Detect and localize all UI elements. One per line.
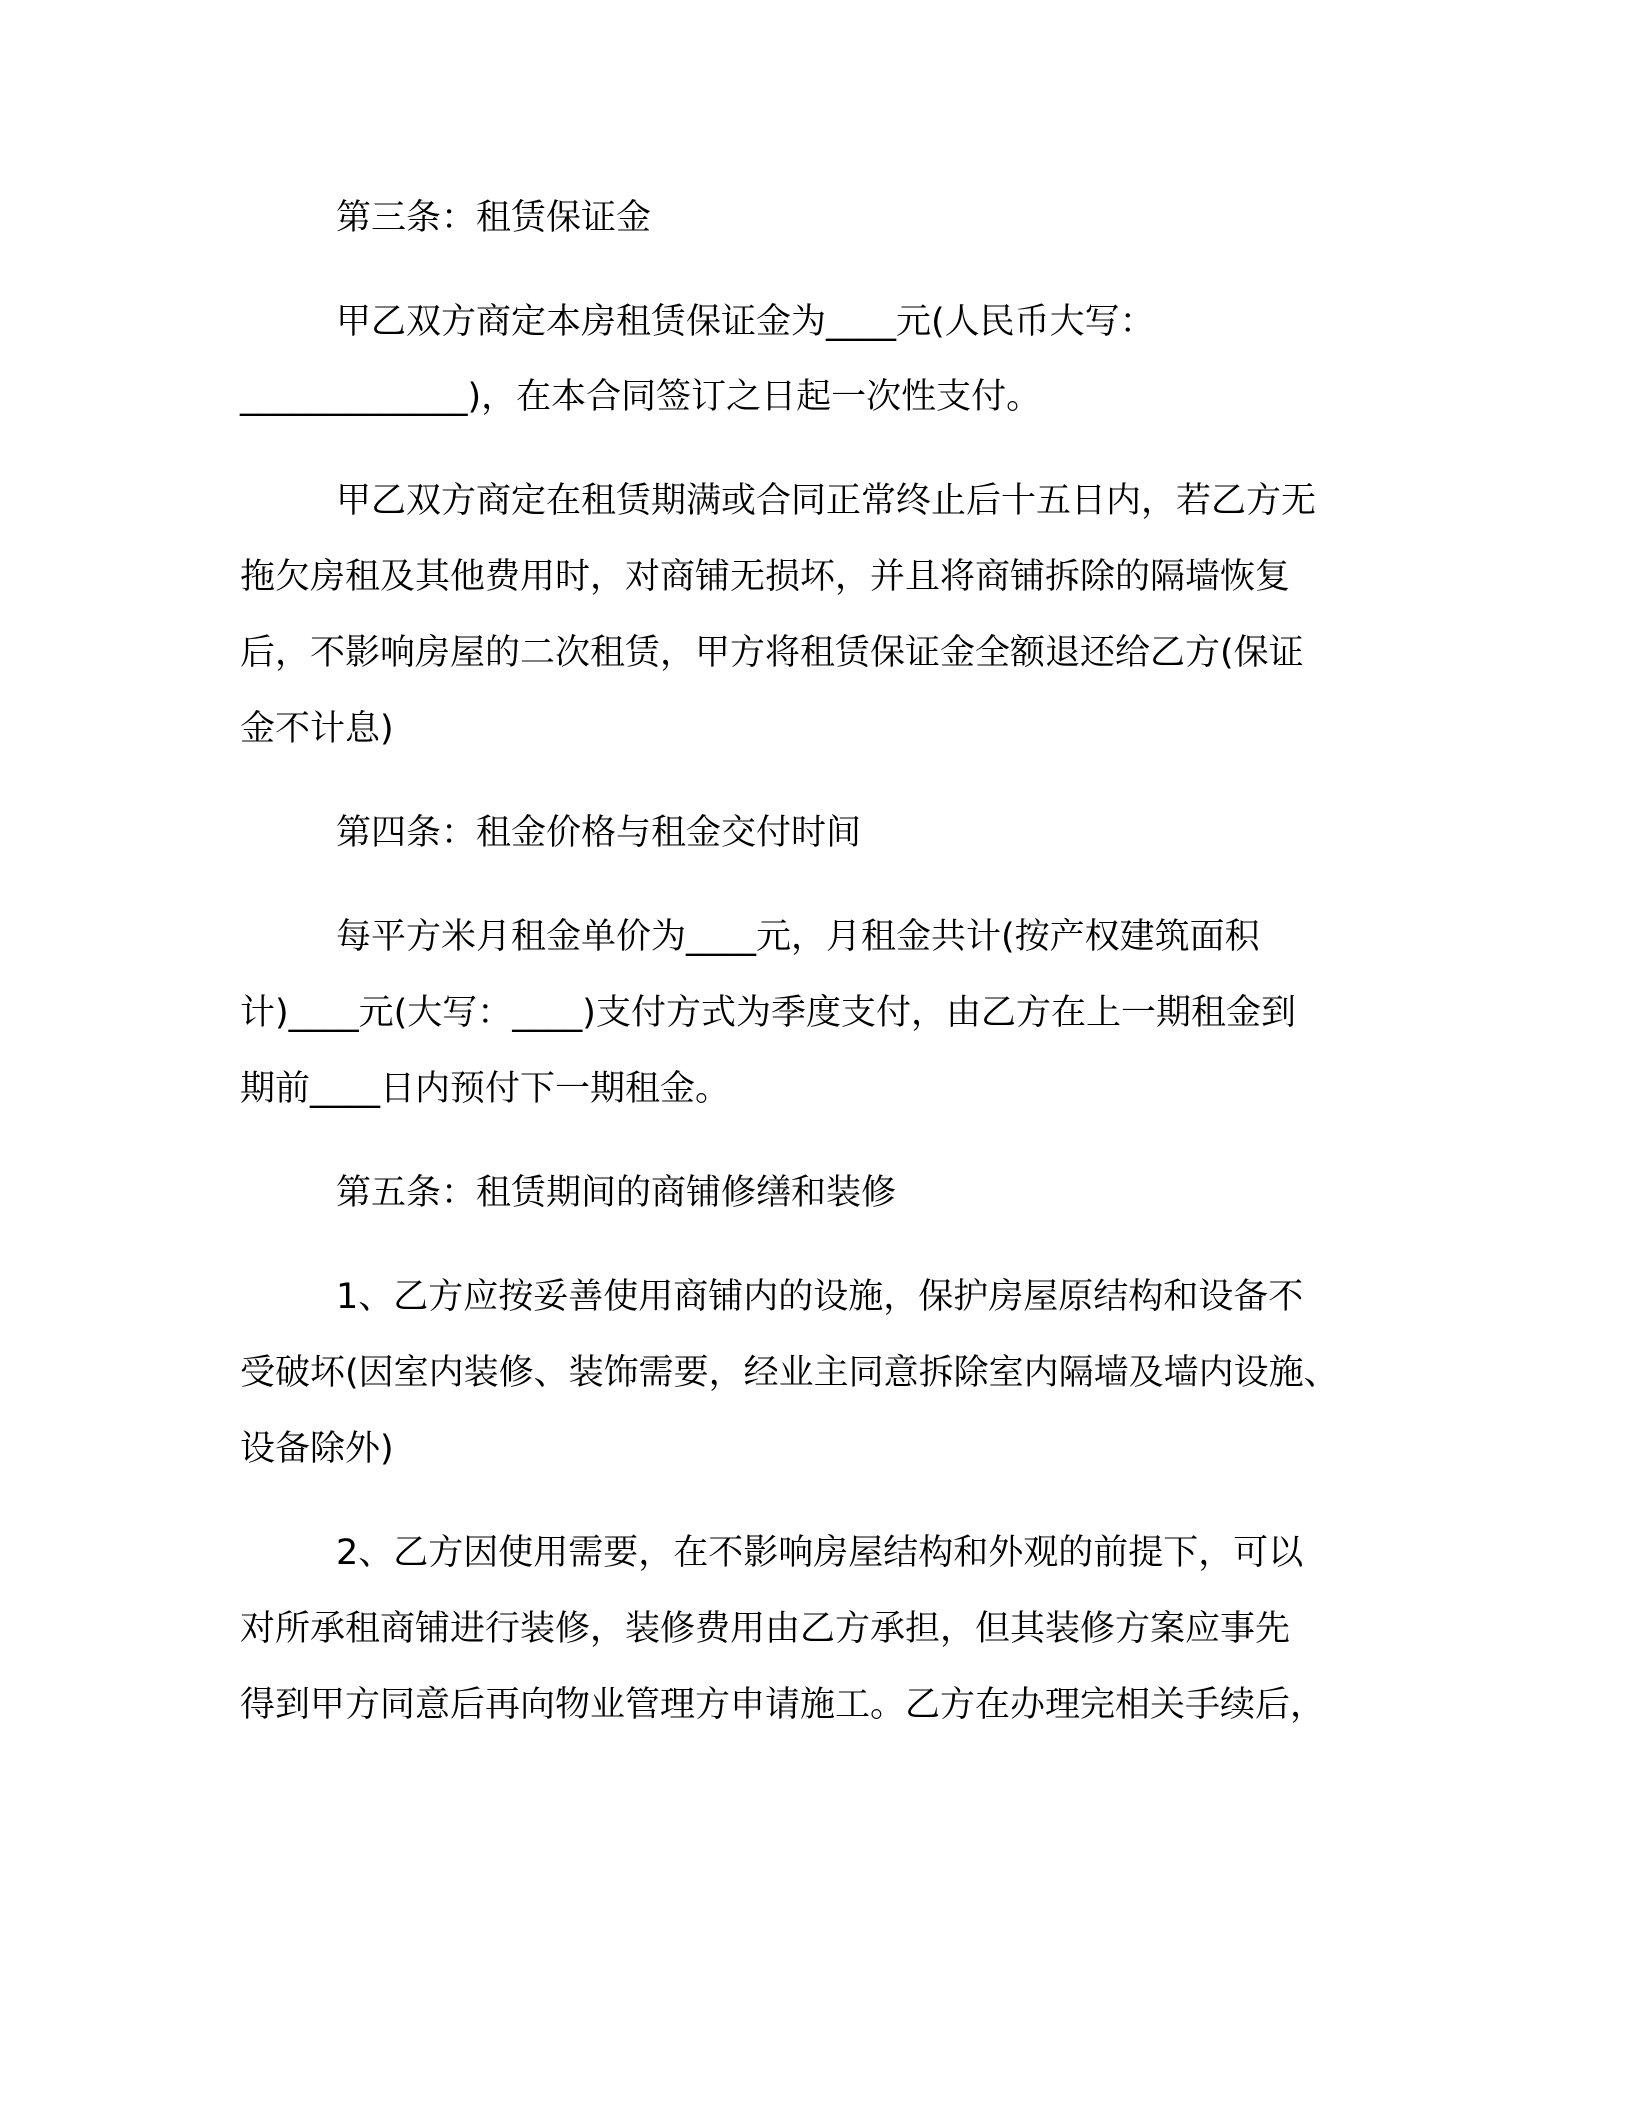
document-page bbox=[240, 0, 1410, 2112]
article-5-item-2-line-2: 对所承租商铺进行装修，装修费用由乙方承担，但其装修方案应事先 bbox=[240, 1609, 1291, 1649]
article-4-paragraph-1-line-2: 计)____元(大写：____)支付方式为季度支付，由乙方在上一期租金到 bbox=[240, 993, 1296, 1033]
article-3-paragraph-1-line-1: 甲乙双方商定本房租赁保证金为____元(人民币大写： bbox=[336, 302, 1155, 342]
article-5-heading: 第五条：租赁期间的商铺修缮和装修 bbox=[336, 1173, 897, 1213]
article-5-item-2-line-1: 2、乙方因使用需要，在不影响房屋结构和外观的前提下，可以 bbox=[336, 1533, 1304, 1573]
article-4-paragraph-1-line-1: 每平方米月租金单价为____元，月租金共计(按产权建筑面积 bbox=[336, 917, 1260, 957]
article-3-paragraph-2-line-4: 金不计息) bbox=[240, 709, 394, 749]
article-3-paragraph-2-line-2: 拖欠房租及其他费用时，对商铺无损坏，并且将商铺拆除的隔墙恢复 bbox=[240, 557, 1291, 597]
article-5-item-1-line-2: 受破坏(因室内装修、装饰需要，经业主同意拆除室内隔墙及墙内设施、 bbox=[240, 1353, 1339, 1393]
article-5-item-1-line-3: 设备除外) bbox=[240, 1429, 394, 1469]
article-4-paragraph-1-line-3: 期前____日内预付下一期租金。 bbox=[240, 1069, 731, 1109]
article-5-item-2-line-3: 得到甲方同意后再向物业管理方申请施工。乙方在办理完相关手续后， bbox=[240, 1685, 1326, 1725]
article-3-heading: 第三条：租赁保证金 bbox=[336, 198, 652, 238]
article-3-paragraph-2-line-1: 甲乙双方商定在租赁期满或合同正常终止后十五日内，若乙方无 bbox=[336, 481, 1317, 521]
article-4-heading: 第四条：租金价格与租金交付时间 bbox=[336, 813, 862, 853]
article-3-paragraph-2-line-3: 后，不影响房屋的二次租赁，甲方将租赁保证金全额退还给乙方(保证 bbox=[240, 633, 1304, 673]
article-5-item-1-line-1: 1、乙方应按妥善使用商铺内的设施，保护房屋原结构和设备不 bbox=[336, 1277, 1304, 1317]
article-3-paragraph-1-line-2: _____________)，在本合同签订之日起一次性支付。 bbox=[240, 377, 1042, 417]
